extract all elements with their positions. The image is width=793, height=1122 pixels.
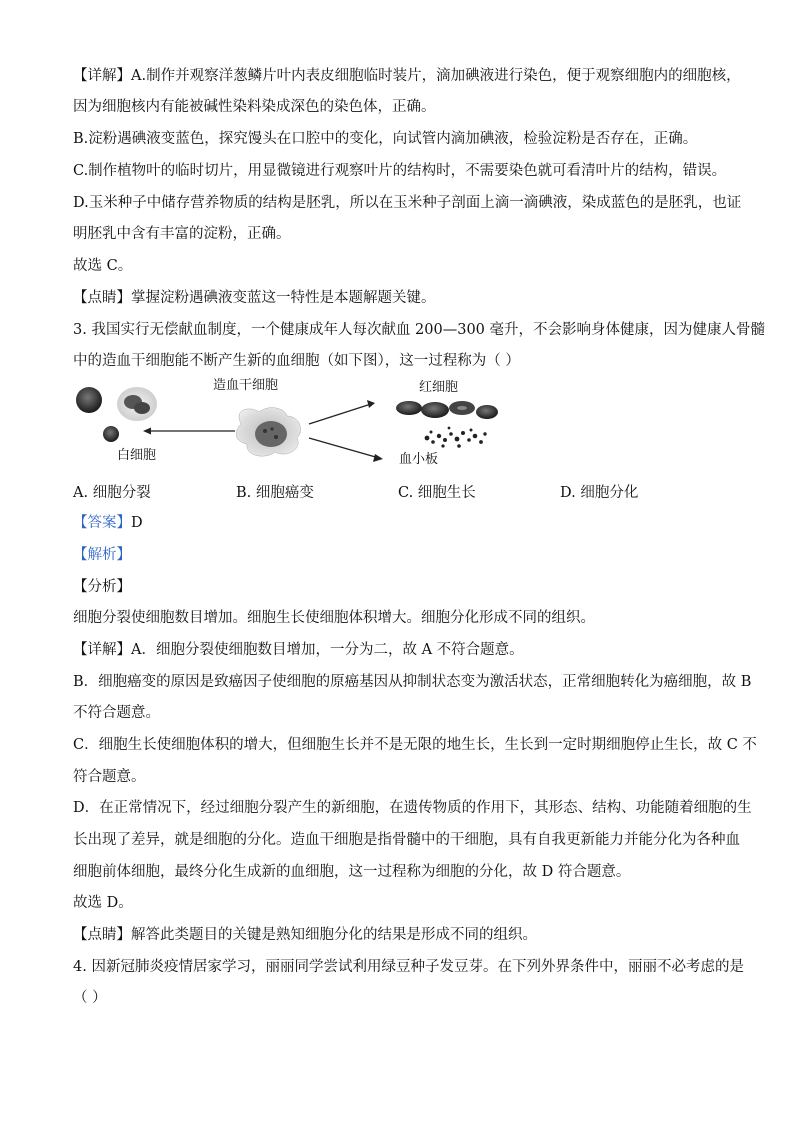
stem-cell <box>236 408 300 457</box>
detail-line: C．细胞生长使细胞体积的增大，但细胞生长并不是无限的地生长，生长到一定时期细胞停止生长，故 C 不 <box>73 737 757 753</box>
tip-line: 【点睛】解答此类题目的关键是熟知细胞分化的结果是形成不同的组织。 <box>73 927 537 943</box>
fenxi-tag: 【分析】 <box>73 579 131 595</box>
option-a: A. 细胞分裂 <box>73 485 151 501</box>
explanation-line: 明胚乳中含有丰富的淀粉，正确。 <box>73 226 291 242</box>
option-d: D. 细胞分化 <box>560 485 639 501</box>
question-3-stem: 3. 我国实行无偿献血制度，一个健康成年人每次献血 200—300 毫升，不会影响身体健康，因为健康人骨髓 <box>73 322 766 338</box>
white-blood-cells <box>76 387 157 442</box>
answer-value: D <box>131 515 143 531</box>
explanation-line: B.淀粉遇碘液变蓝色，探究馒头在口腔中的变化，向试管内滴加碘液，检验淀粉是否存在，正确。 <box>73 131 698 147</box>
fenxi-text: 细胞分裂使细胞数目增加。细胞生长使细胞体积增大。细胞分化形成不同的组织。 <box>73 610 595 626</box>
explanation-line: D.玉米种子中储存营养物质的结构是胚乳，所以在玉米种子剖面上滴一滴碘液，染成蓝色的是胚乳，也证 <box>73 195 742 211</box>
conclusion-line: 故选 C。 <box>73 258 133 274</box>
detail-line: 符合题意。 <box>73 769 146 785</box>
arrow-left-icon <box>143 428 235 435</box>
red-blood-cell-label: 红细胞 <box>419 380 459 395</box>
platelet-label: 血小板 <box>399 452 439 467</box>
analysis-tag: 【解析】 <box>73 547 131 563</box>
detail-line: 细胞前体细胞，最终分化生成新的血细胞，这一过程称为细胞的分化，故 D 符合题意。 <box>73 864 631 880</box>
conclusion-line: 故选 D。 <box>73 895 133 911</box>
detail-line: 【详解】A．细胞分裂使细胞数目增加，一分为二，故 A 不符合题意。 <box>73 642 524 658</box>
explanation-line: 【详解】A.制作并观察洋葱鳞片叶内表皮细胞临时装片，滴加碘液进行染色，便于观察细胞内的细胞核， <box>73 68 741 84</box>
platelets <box>425 427 487 448</box>
red-blood-cells <box>396 401 498 419</box>
detail-line: B．细胞癌变的原因是致癌因子使细胞的原癌基因从抑制状态变为激活状态，正常细胞转化为癌细胞，故 B <box>73 674 752 690</box>
detail-line: 长出现了差异，就是细胞的分化。造血干细胞是指骨髓中的干细胞，具有自我更新能力并能分化为各种血 <box>73 832 740 848</box>
detail-line: 不符合题意。 <box>73 705 160 721</box>
question-3-stem: 中的造血干细胞能不断产生新的血细胞（如下图），这一过程称为（ ） <box>73 353 520 369</box>
stem-cell-label: 造血干细胞 <box>213 378 279 393</box>
tip-line: 【点睛】掌握淀粉遇碘液变蓝这一特性是本题解题关键。 <box>73 290 436 306</box>
question-4-stem: （ ） <box>73 990 107 1006</box>
white-blood-cell-label: 白细胞 <box>117 448 157 463</box>
explanation-line: C.制作植物叶的临时切片，用显微镜进行观察叶片的结构时，不需要染色就可看清叶片的结构，错误。 <box>73 163 727 179</box>
explanation-line: 因为细胞核内有能被碱性染料染成深色的染色体，正确。 <box>73 99 436 115</box>
option-b: B. 细胞癌变 <box>236 485 314 501</box>
blood-cell-figure <box>73 378 513 470</box>
arrow-up-right-icon <box>309 400 375 424</box>
arrow-down-right-icon <box>309 438 383 462</box>
option-c: C. 细胞生长 <box>398 485 476 501</box>
answer-line <box>73 513 143 533</box>
question-4-stem: 4. 因新冠肺炎疫情居家学习，丽丽同学尝试利用绿豆种子发豆芽。在下列外界条件中，丽丽不必考虑的是 <box>73 959 744 975</box>
detail-line: D．在正常情况下，经过细胞分裂产生的新细胞，在遗传物质的作用下，其形态、结构、功能随着细胞的生 <box>73 800 752 816</box>
answer-tag: 【答案】 <box>73 515 131 531</box>
